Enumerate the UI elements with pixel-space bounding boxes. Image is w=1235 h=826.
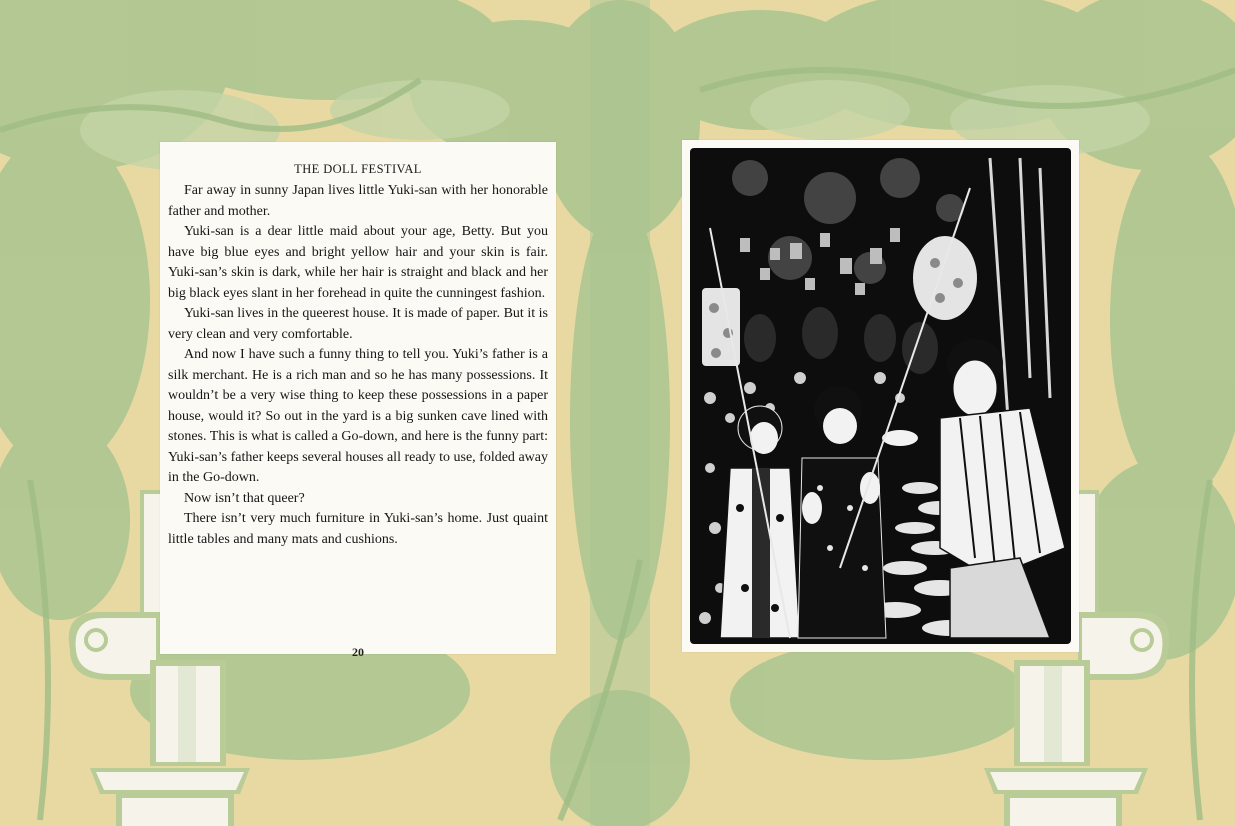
festival-illustration <box>690 148 1071 644</box>
text-page <box>160 142 556 659</box>
paragraph: Yuki-san is a dear little maid about your age, Betty. But you have big blue eyes and bright yellow hair and your skin is fair. Yuki-san’s skin is dark, while her hair is straight and black and her big black eyes slant in her forehead in quite the cunningest fashion. <box>168 224 548 301</box>
page-number: 20 <box>352 645 364 659</box>
illustration-page <box>682 140 1079 652</box>
paragraph: Yuki-san lives in the queerest house. It is made of paper. But it is very clean and very comfortable. <box>168 306 548 342</box>
paragraph: Far away in sunny Japan lives little Yuki-san with her honorable father and mother. <box>168 183 548 219</box>
paragraph: There isn’t very much furniture in Yuki-san’s home. Just quaint little tables and many mats and cushions. <box>168 511 548 547</box>
chapter-title: THE DOLL FESTIVAL <box>294 162 422 176</box>
paragraph: Now isn’t that queer? <box>184 490 305 506</box>
paragraph: And now I have such a funny thing to tell you. Yuki’s father is a silk merchant. He is a rich man and so he has many possessions. It wouldn’t be a very wise thing to keep these possessions in a paper house, would it? So out in the yard is a big sunken cave lined with stones. This is what is called a Go-down, and here is the funny part: Yuki-san’s father keeps several houses all ready to use, folded away in the Go-down. <box>168 347 548 485</box>
